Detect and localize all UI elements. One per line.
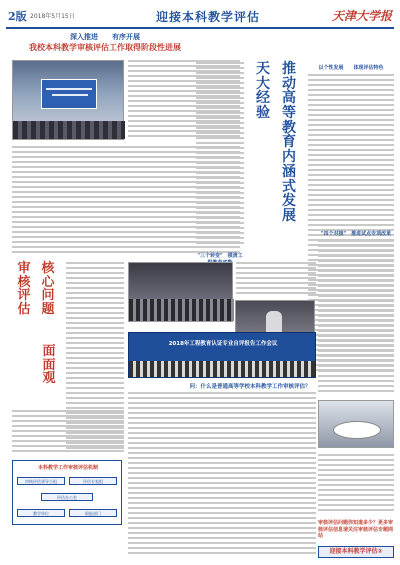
promo-badge: 迎接本科教学评估② [318, 546, 394, 558]
right-feature-title [246, 62, 306, 272]
page-number: 2版 [8, 10, 27, 23]
sidebar-title-3: 面面观 [42, 344, 56, 387]
meeting-table [333, 421, 381, 439]
org-chart-title: 本科教学工作审核评估机制 [37, 465, 98, 471]
sidebar-title-1: 审核评估 [17, 261, 31, 317]
lead-kicker: 深入推进 有序开展 [70, 33, 140, 41]
right-body-text-3 [318, 240, 394, 395]
right-subhead-2: "三个转变" 摸清工 [197, 253, 243, 259]
screen-text [52, 94, 88, 96]
org-node: 审核评估领导小组 [17, 477, 65, 485]
banner-text: 2018年工程教育认证专业自评报告工作会议 [168, 341, 278, 347]
projection-screen [41, 79, 97, 109]
promo-text: 审核评估问题你知道多少？更多审核评估信息请关注审核评估专题网站 [318, 520, 394, 539]
right-vertical-title-2: 推动高等教育内涵式发展 [282, 61, 296, 224]
org-node: 职能部门 [69, 509, 117, 517]
right-body-text-left [196, 62, 244, 247]
org-node: 教学单位 [17, 509, 65, 517]
sidebar-title-2: 核心问题 [41, 261, 55, 317]
lead-headline: 我校本科教学审核评估工作取得阶段性进展 [29, 42, 181, 52]
qa-body-text [128, 392, 316, 557]
middle-body-text [236, 262, 316, 297]
conference-attendees [129, 361, 315, 377]
org-node: 评估专家组 [69, 477, 117, 485]
screen-text [46, 88, 92, 90]
conference-banner-photo [128, 332, 316, 378]
meeting-room [129, 299, 234, 321]
promo-box [318, 520, 394, 560]
section-title: 迎接本科教学评估 [156, 10, 261, 24]
masthead [6, 6, 394, 28]
sidebar-body-text-2 [12, 410, 124, 455]
right-body-text-4 [318, 454, 394, 514]
lead-photo [12, 60, 124, 140]
org-chart [12, 460, 122, 525]
right-vertical-title-1: 天大经验 [256, 61, 270, 122]
discussion-photo [318, 400, 394, 448]
right-subhead-3: "四个对接" 推进试点专项改革 [320, 231, 392, 237]
masthead-rule [6, 27, 394, 29]
org-node: 评估办公室 [41, 493, 93, 501]
qa-heading: 问：什么是普通高等学校本科教学工作审核评估？ [189, 384, 311, 390]
newspaper-logo: 天津大学报 [331, 9, 392, 23]
audience [13, 121, 125, 139]
right-subhead-1: 以个性发展 体现评估特色 [318, 65, 384, 71]
issue-date: 2018年5月15日 [30, 13, 75, 20]
meeting-photo [128, 262, 233, 322]
